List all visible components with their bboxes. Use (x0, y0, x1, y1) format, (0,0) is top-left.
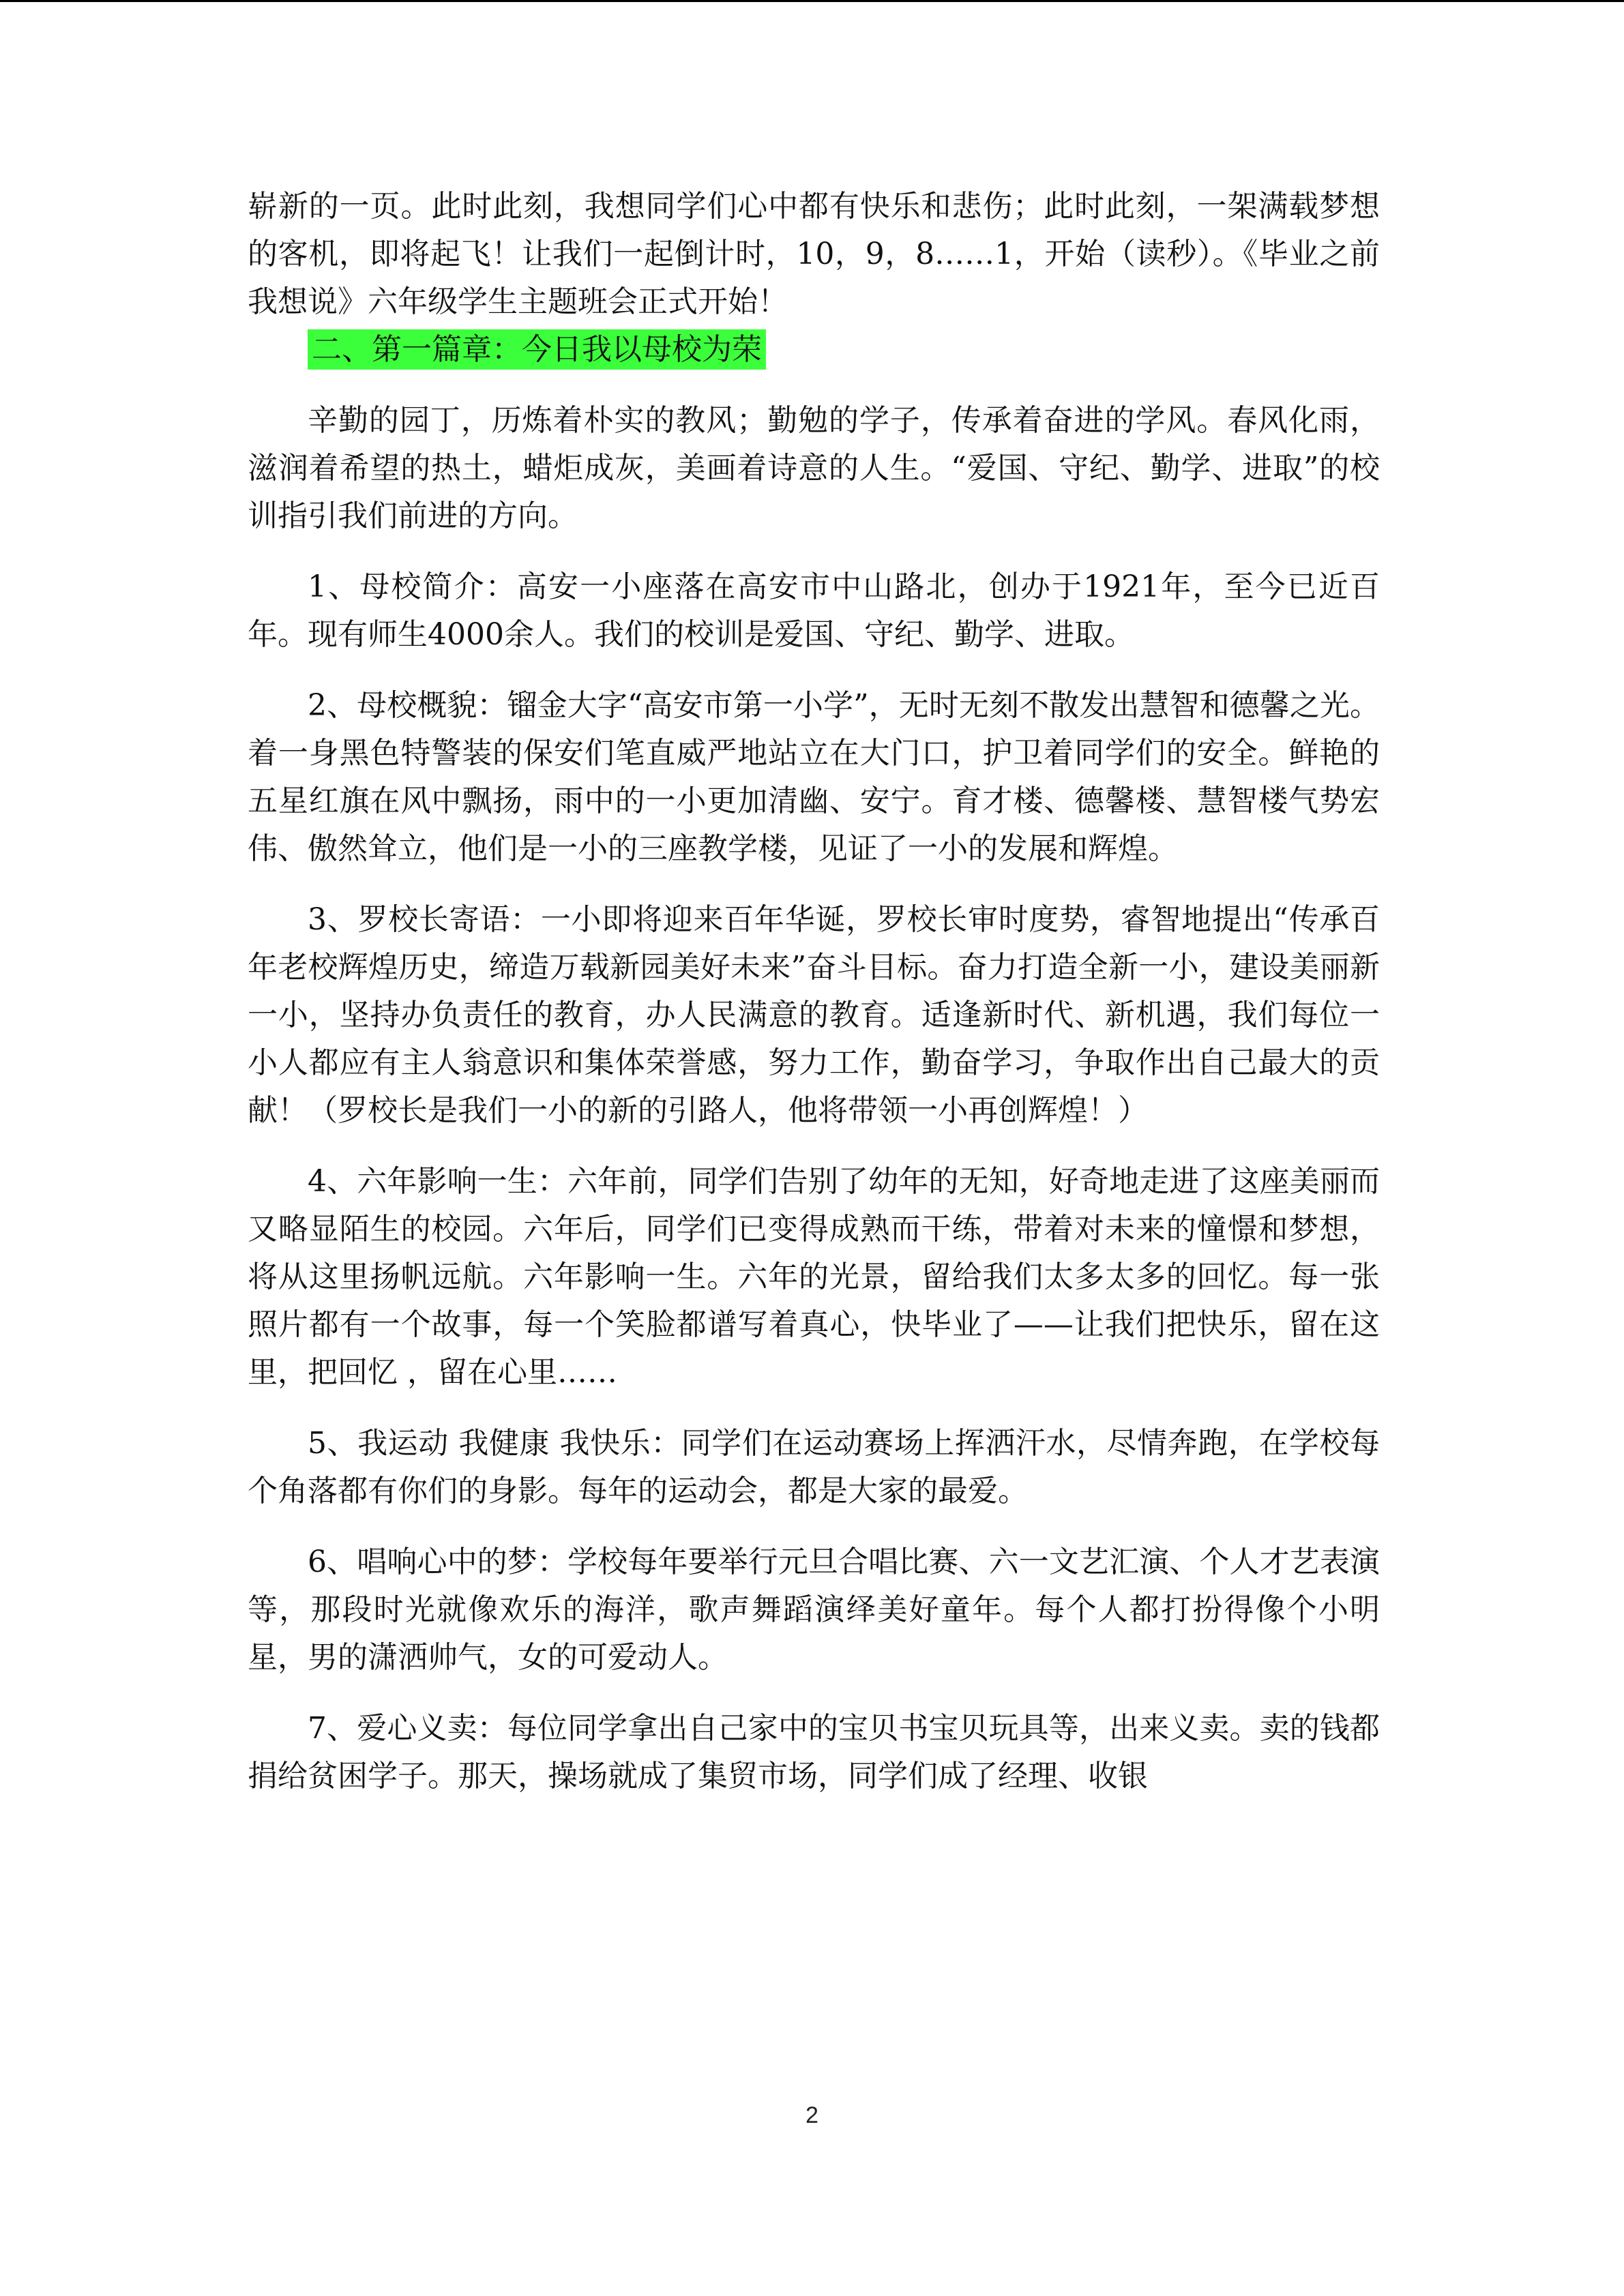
document-body (248, 183, 1380, 1800)
section-intro-paragraph: 辛勤的园丁，历炼着朴实的教风；勤勉的学子，传承着奋进的学风。春风化雨，滋润着希望的热土，蜡炬成灰，美画着诗意的人生。“爱国、守纪、勤学、进取”的校训指引我们前进的方向。 (248, 403, 1380, 533)
top-border-line (0, 0, 1624, 2)
list-item-school-overview: 2、母校概貌：镏金大字“高安市第一小学”，无时无刻不散发出慧智和德馨之光。着一身黑色特警装的保安们笔直威严地站立在大门口，护卫着同学们的安全。鲜艳的五星红旗在风中飘扬，雨中的一小更加清幽、安宁。育才楼、德馨楼、慧智楼气势宏伟、傲然耸立，他们是一小的三座教学楼，见证了一小的发展和辉煌。 (248, 688, 1380, 866)
list-item-charity-sale: 7、爱心义卖：每位同学拿出自己家中的宝贝书宝贝玩具等，出来义卖。卖的钱都捐给贫困学子。那天，操场就成了集贸市场，同学们成了经理、收银 (248, 1711, 1380, 1793)
list-item-school-profile: 1、母校简介：高安一小座落在高安市中山路北，创办于1921年，至今已近百年。现有师生4000余人。我们的校训是爱国、守纪、勤学、进取。 (248, 569, 1380, 652)
section-heading (248, 326, 1380, 374)
list-item-singing-dream: 6、唱响心中的梦：学校每年要举行元旦合唱比赛、六一文艺汇演、个人才艺表演等，那段时光就像欢乐的海洋，歌声舞蹈演绎美好童年。每个人都打扮得像个小明星，男的潇洒帅气，女的可爱动人。 (248, 1545, 1380, 1675)
list-item-six-years: 4、六年影响一生：六年前，同学们告别了幼年的无知，好奇地走进了这座美丽而又略显陌生的校园。六年后，同学们已变得成熟而干练，带着对未来的憧憬和梦想，将从这里扬帆远航。六年影响一生。六年的光景，留给我们太多太多的回忆。每一张照片都有一个故事，每一个笑脸都谱写着真心，快毕业了——让我们把快乐，留在这里，把回忆 ，留在心里…… (248, 1164, 1380, 1390)
intro-paragraph: 崭新的一页。此时此刻，我想同学们心中都有快乐和悲伤；此时此刻，一架满载梦想的客机，即将起飞！让我们一起倒计时，10，9，8……1，开始（读秒）。《毕业之前 我想说》六年级学生主题班会正式开始！ (248, 189, 1380, 319)
section-heading-highlight: 二、第一篇章：今日我以母校为荣 (308, 329, 766, 370)
page-number: 2 (806, 2102, 818, 2128)
list-item-principal-message: 3、罗校长寄语：一小即将迎来百年华诞，罗校长审时度势，睿智地提出“传承百年老校辉煌历史，缔造万载新园美好未来”奋斗目标。奋力打造全新一小，建设美丽新一小，坚持办负责任的教育，办人民满意的教育。适逢新时代、新机遇，我们每位一小人都应有主人翁意识和集体荣誉感，努力工作，勤奋学习，争取作出自己最大的贡献！（罗校长是我们一小的新的引路人，他将带领一小再创辉煌！） (248, 902, 1380, 1128)
list-item-sports: 5、我运动 我健康 我快乐：同学们在运动赛场上挥洒汗水，尽情奔跑，在学校每个角落都有你们的身影。每年的运动会，都是大家的最爱。 (248, 1426, 1380, 1508)
